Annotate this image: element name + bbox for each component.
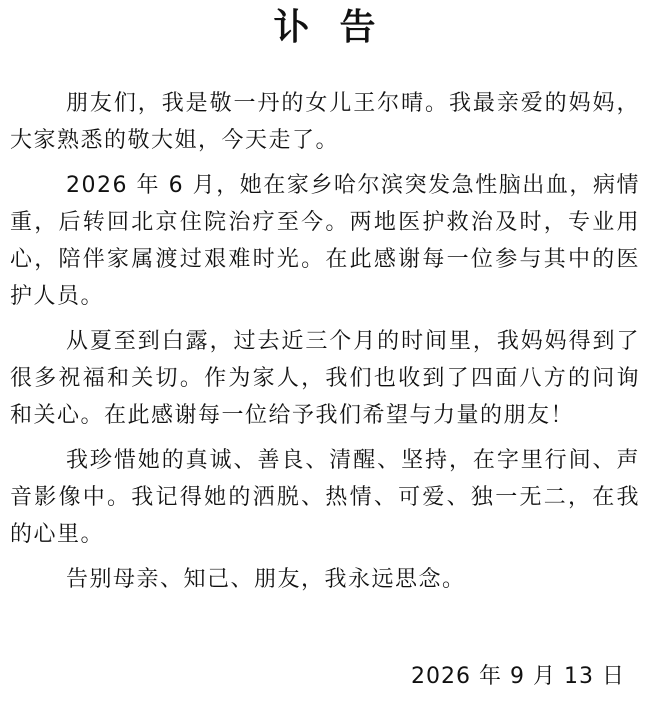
paragraph-farewell: 告别母亲、知己、朋友，我永远思念。 xyxy=(66,567,466,592)
document-body xyxy=(10,85,640,606)
paragraph-thanks: 从夏至到白露，过去近三个月的时间里，我妈妈得到了很多祝福和关切。作为家人，我们也收到了四面八方的问询和关心。在此感谢每一位给予我们希望与力量的朋友！ xyxy=(10,329,640,428)
paragraph-illness: 2026 年 6 月，她在家乡哈尔滨突发急性脑出血，病情重，后转回北京住院治疗至今。两地医护救治及时，专业用心，陪伴家属渡过艰难时光。在此感谢每一位参与其中的医护人员。 xyxy=(10,173,640,309)
document-date: 2026 年 9 月 13 日 xyxy=(411,664,625,689)
paragraph-memories: 我珍惜她的真诚、善良、清醒、坚持，在字里行间、声音影像中。我记得她的洒脱、热情、可爱、独一无二，在我的心里。 xyxy=(10,448,640,547)
document-title: 讣告 xyxy=(273,7,406,48)
paragraph-opening: 朋友们，我是敬一丹的女儿王尔晴。我最亲爱的妈妈，大家熟悉的敬大姐，今天走了。 xyxy=(10,91,640,153)
